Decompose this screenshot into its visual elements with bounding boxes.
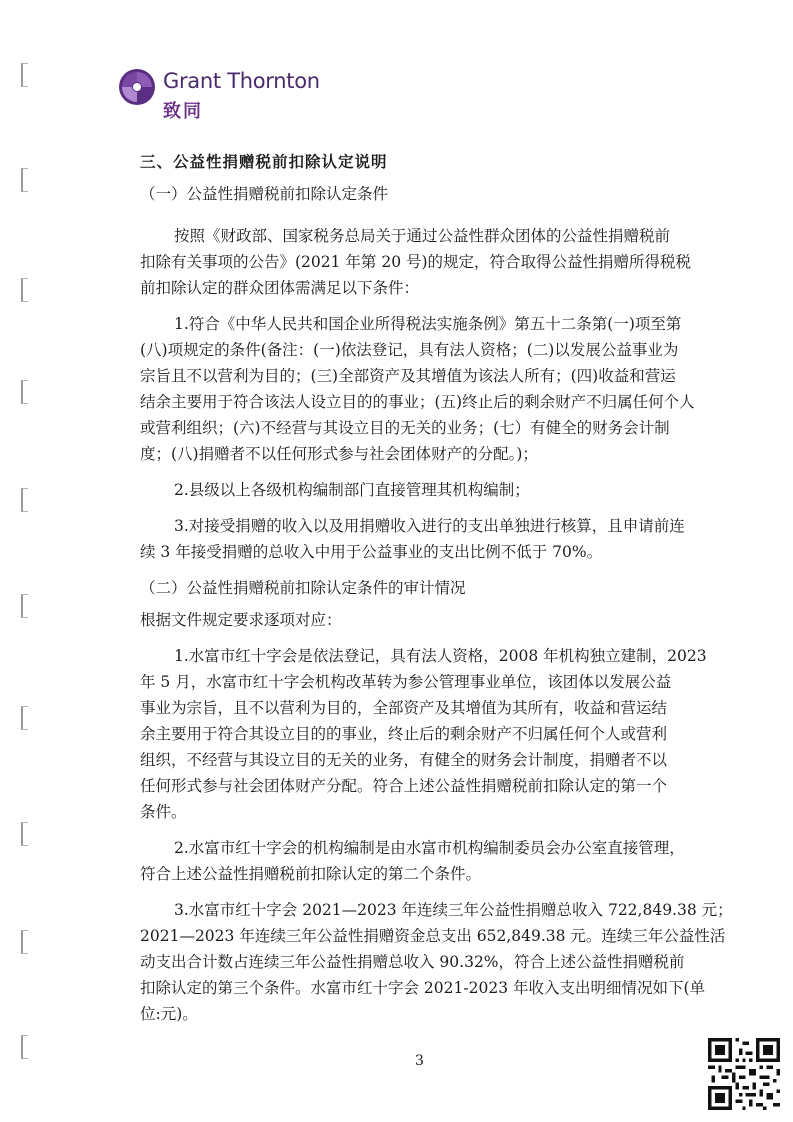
binding-mark (21, 380, 28, 404)
paragraph-line: 组织，不经营与其设立目的无关的业务，有健全的财务会计制度，捐赠者不以 (140, 751, 668, 769)
paragraph-line: 扣除认定的第三个条件。水富市红十字会 2021-2023 年收入支出明细情况如下(单 (140, 979, 706, 997)
page-number: 3 (415, 1053, 424, 1069)
binding-mark (21, 488, 28, 512)
paragraph-line: 动支出合计数占连续三年公益性捐赠总收入 90.32%，符合上述公益性捐赠税前 (140, 953, 685, 971)
binding-mark (21, 168, 28, 192)
paragraph-line: 1.水富市红十字会是依法登记，具有法人资格，2008 年机构独立建制，2023 (174, 647, 707, 665)
binding-mark (21, 278, 28, 302)
paragraph-line: 3.对接受捐赠的收入以及用捐赠收入进行的支出单独进行核算，且申请前连 (174, 517, 685, 535)
qr-code-icon (708, 1038, 780, 1110)
paragraph-line: 1.符合《中华人民共和国企业所得税法实施条例》第五十二条第(一)项至第 (174, 315, 682, 333)
paragraph-line: 符合上述公益性捐赠税前扣除认定的第二个条件。 (140, 865, 482, 883)
binding-mark (21, 594, 28, 618)
paragraph-line: 余主要用于符合其设立目的的事业，终止后的剩余财产不归属任何个人或营利 (140, 725, 668, 743)
brand-name-en: Grant Thornton (163, 69, 320, 93)
paragraph-line: 事业为宗旨，且不以营利为目的，全部资产及其增值为其所有，收益和营运结 (140, 699, 668, 717)
paragraph-line: 任何形式参与社会团体财产分配。符合上述公益性捐赠税前扣除认定的第一个 (140, 777, 668, 795)
paragraph-line: 条件。 (140, 803, 187, 821)
paragraph-line: (八)项规定的条件(备注：(一)依法登记，具有法人资格；(二)以发展公益事业为 (140, 341, 679, 359)
paragraph-line: 按照《财政部、国家税务总局关于通过公益性群众团体的公益性捐赠税前 (174, 227, 671, 245)
section-heading: 三、公益性捐赠税前扣除认定说明 (140, 152, 388, 171)
paragraph-line: 或营利组织；(六)不经营与其设立目的无关的业务；(七）有健全的财务会计制 (140, 419, 670, 437)
paragraph-line: 根据文件规定要求逐项对应： (140, 611, 342, 629)
brand-name-zh: 致同 (163, 101, 203, 122)
binding-mark (21, 822, 28, 846)
paragraph-line: 位:元)。 (140, 1005, 198, 1023)
paragraph-line: 3.水富市红十字会 2021—2023 年连续三年公益性捐赠总收入 722,849.38 元； (174, 901, 733, 919)
company-logo (118, 65, 378, 125)
paragraph-line: 2021—2023 年连续三年公益性捐赠资金总支出 652,849.38 元。连续三年公益性活 (140, 927, 726, 945)
paragraph-line: 续 3 年接受捐赠的总收入中用于公益事业的支出比例不低于 70%。 (140, 543, 603, 561)
binding-mark (21, 706, 28, 730)
grant-thornton-logo-icon (118, 68, 156, 106)
binding-mark (21, 930, 28, 954)
paragraph-line: 2.县级以上各级机构编制部门直接管理其机构编制； (174, 481, 530, 499)
subsection-heading: （二）公益性捐赠税前扣除认定条件的审计情况 (140, 579, 466, 597)
binding-mark (21, 63, 28, 87)
paragraph-line: 前扣除认定的群众团体需满足以下条件： (140, 279, 420, 297)
paragraph-line: 年 5 月，水富市红十字会机构改革转为参公管理事业单位，该团体以发展公益 (140, 673, 672, 691)
paragraph-line: 度；(八)捐赠者不以任何形式参与社会团体财产的分配。)； (140, 445, 538, 463)
paragraph-line: 2.水富市红十字会的机构编制是由水富市机构编制委员会办公室直接管理， (174, 839, 685, 857)
subsection-heading: （一）公益性捐赠税前扣除认定条件 (140, 185, 389, 203)
paragraph-line: 宗旨且不以营利为目的；(三)全部资产及其增值为该法人所有；(四)收益和营运 (140, 367, 676, 385)
paragraph-line: 结余主要用于符合该法人设立目的的事业；(五)终止后的剩余财产不归属任何个人 (140, 393, 695, 411)
paragraph-line: 扣除有关事项的公告》(2021 年第 20 号)的规定，符合取得公益性捐赠所得税税 (140, 253, 692, 271)
binding-mark (21, 1035, 28, 1059)
